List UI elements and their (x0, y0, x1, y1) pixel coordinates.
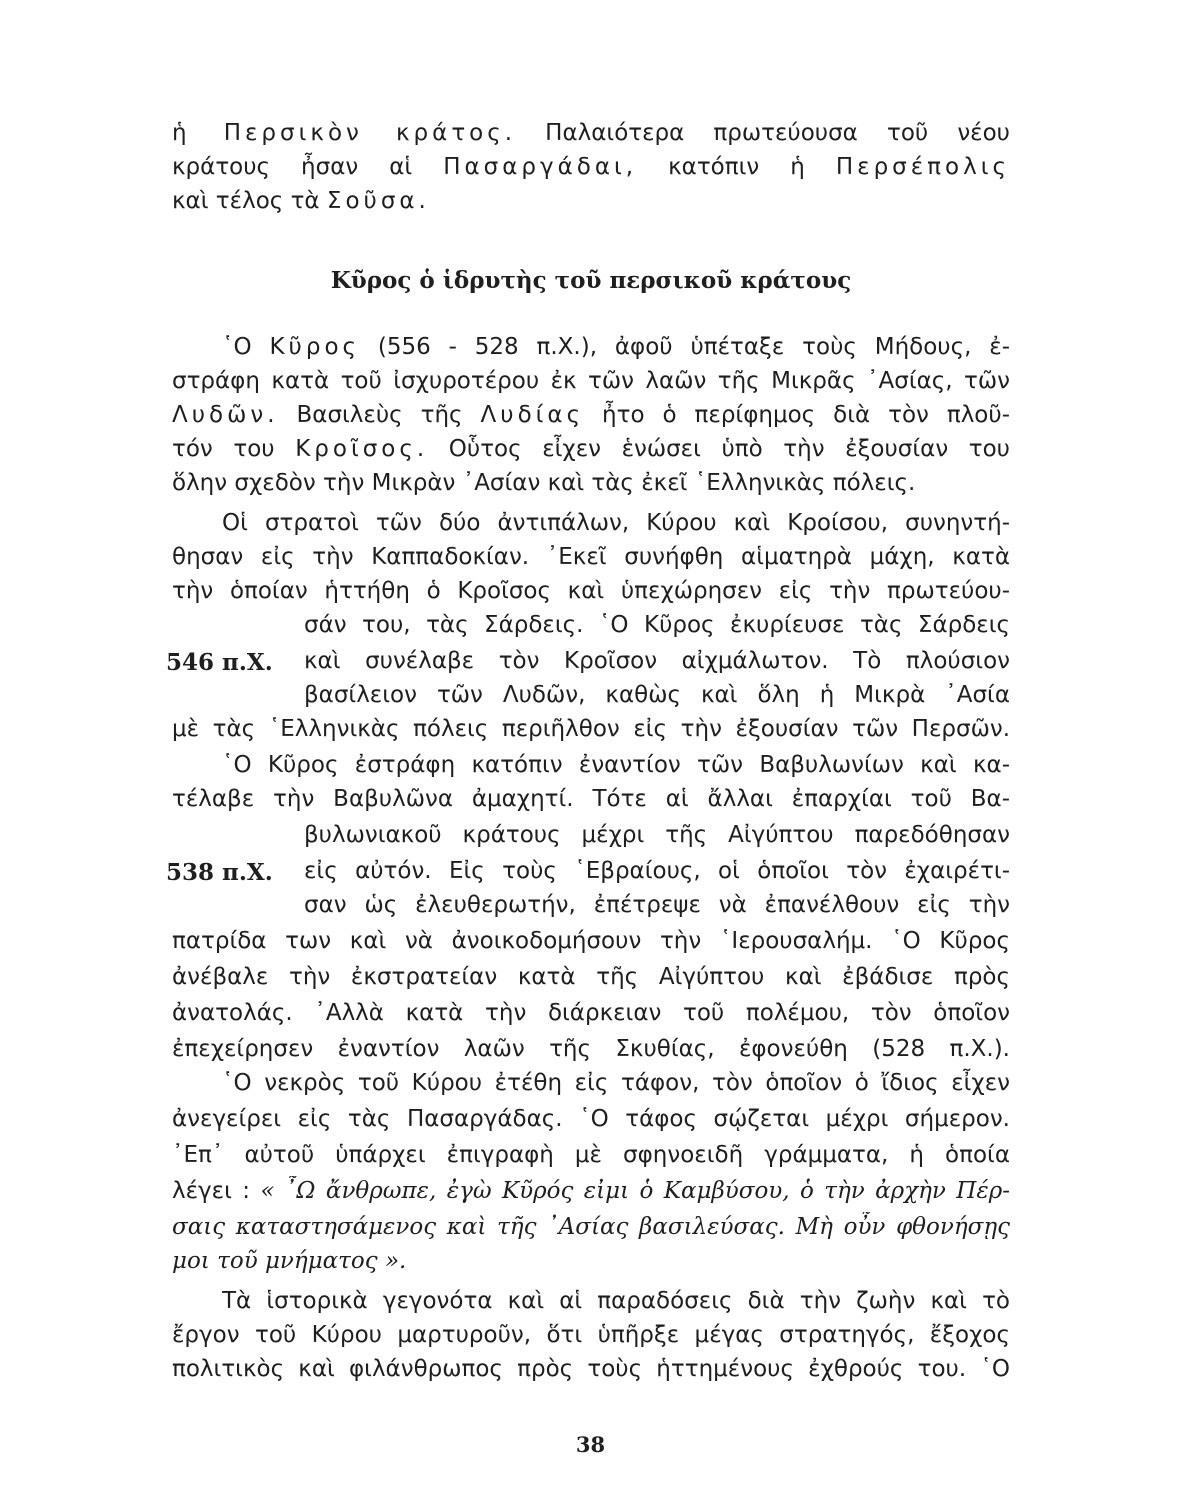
p3-line-9: ἐπεχείρησεν ἐναντίον λαῶν τῆς Σκυθίας, ἐφονεύθη (528 π.Χ.). (172, 1036, 1010, 1062)
p1-line-3: Λυδῶν. Βασιλεὺς τῆς Λυδίας ἦτο ὁ περίφημος διὰ τὸν πλοῦ- (172, 402, 1010, 428)
p3-line-2: τέλαβε τὴν Βαβυλῶνα ἀμαχητί. Τότε αἱ ἄλλαι ἐπαρχίαι τοῦ Βα- (172, 786, 1010, 812)
p2-line-3: τὴν ὁποίαν ἡττήθη ὁ Κροῖσος καὶ ὑπεχώρησεν εἰς τὴν πρωτεύου- (172, 578, 1010, 604)
p1-line-5: ὅλην σχεδὸν τὴν Μικρὰν ᾿Ασίαν καὶ τὰς ἐκεῖ ῾Ελληνικὰς πόλεις. (172, 470, 916, 496)
p4-line-2: ἀνεγείρει εἰς τὰς Πασαργάδας. ῾Ο τάφος σῴζεται μέχρι σήμερον. (172, 1106, 1010, 1132)
p2-line-2: θησαν εἰς τὴν Καππαδοκίαν. ᾿Εκεῖ συνήφθη αἱματηρὰ μάχη, κατὰ (172, 544, 1010, 570)
p2-line-4: σάν του, τὰς Σάρδεις. ῾Ο Κῦρος ἐκυρίευσε τὰς Σάρδεις (304, 612, 1010, 638)
p3-line-7: ἀνέβαλε τὴν ἐκστρατείαν κατὰ τῆς Αἰγύπτου καὶ ἐβάδισε πρὸς (172, 964, 1010, 990)
p1-line-4: τόν του Κροῖσος. Οὗτος εἶχεν ἑνώσει ὑπὸ τὴν ἐξουσίαν του (172, 436, 1010, 462)
p2-line-5: καὶ συνέλαβε τὸν Κροῖσον αἰχμάλωτον. Τὸ πλούσιον (304, 648, 1010, 674)
p3-line-6: πατρίδα των καὶ νὰ ἀνοικοδομήσουν τὴν ῾Ιερουσαλήμ. ῾Ο Κῦρος (172, 928, 1010, 954)
p2-line-7: μὲ τὰς ῾Ελληνικὰς πόλεις περιῆλθον εἰς τὴν ἐξουσίαν τῶν Περσῶν. (172, 716, 1010, 742)
intro-line-1: ἡ Περσικὸν κράτος. Παλαιότερα πρωτεύουσα τοῦ νέου (172, 120, 1010, 146)
margin-date-546: 546 π.Χ. (166, 649, 273, 676)
p4-line-1: ῾Ο νεκρὸς τοῦ Κύρου ἐτέθη εἰς τάφον, τὸν ὁποῖον ὁ ἴδιος εἶχεν (222, 1070, 1010, 1096)
p4-line-5: σαις καταστησάμενος καὶ τῆς ᾿Ασίας βασιλεύσας. Μὴ οὖν φθονήσῃς (172, 1214, 1010, 1240)
intro-line-2: κράτους ἦσαν αἱ Πασαργάδαι, κατόπιν ἡ Περσέπολις (172, 154, 1010, 180)
p2-line-1: Οἱ στρατοὶ τῶν δύο ἀντιπάλων, Κύρου καὶ Κροίσου, συνηντή- (222, 510, 1010, 536)
intro-line-3: καὶ τέλος τὰ Σοῦσα. (172, 188, 430, 214)
p1-line-2: στράφη κατὰ τοῦ ἰσχυροτέρου ἐκ τῶν λαῶν τῆς Μικρᾶς ᾿Ασίας, τῶν (172, 368, 1010, 394)
p3-line-8: ἀνατολάς. ᾿Αλλὰ κατὰ τὴν διάρκειαν τοῦ πολέμου, τὸν ὁποῖον (172, 1000, 1010, 1026)
p3-line-1: ῾Ο Κῦρος ἐστράφη κατόπιν ἐναντίον τῶν Βαβυλωνίων καὶ κα- (222, 752, 1010, 778)
p3-line-3: βυλωνιακοῦ κράτους μέχρι τῆς Αἰγύπτου παρεδόθησαν (304, 822, 1010, 848)
p2-line-6: βασίλειον τῶν Λυδῶν, καθὼς καὶ ὅλη ἡ Μικρὰ ᾿Ασία (304, 682, 1010, 708)
p4-line-3: ᾿Επ᾿ αὐτοῦ ὑπάρχει ἐπιγραφὴ μὲ σφηνοειδῆ γράμματα, ἡ ὁποία (172, 1142, 1010, 1168)
p4-line-6: μοι τοῦ μνήματος ». (172, 1248, 407, 1274)
p1-line-1: ῾Ο Κῦρος (556 - 528 π.Χ.), ἀφοῦ ὑπέταξε τοὺς Μήδους, ἐ- (222, 334, 1010, 360)
p5-line-2: ἔργον τοῦ Κύρου μαρτυροῦν, ὅτι ὑπῆρξε μέγας στρατηγός, ἔξοχος (172, 1322, 1010, 1348)
p3-line-5: σαν ὡς ἐλευθερωτήν, ἐπέτρεψε νὰ ἐπανέλθουν εἰς τὴν (304, 892, 1010, 918)
p5-line-1: Τὰ ἱστορικὰ γεγονότα καὶ αἱ παραδόσεις διὰ τὴν ζωὴν καὶ τὸ (222, 1288, 1010, 1314)
p3-line-4: εἰς αὐτόν. Εἰς τοὺς ῾Εβραίους, οἱ ὁποῖοι τὸν ἐχαιρέτι- (304, 858, 1010, 884)
p5-line-3: πολιτικὸς καὶ φιλάνθρωπος πρὸς τοὺς ἡττημένους ἐχθρούς του. ῾Ο (172, 1356, 1010, 1382)
page-number: 38 (575, 1432, 606, 1457)
p4-line-4: λέγει : « ῏Ω ἄνθρωπε, ἐγὼ Κῦρός εἰμι ὁ Καμβύσου, ὁ τὴν ἀρχὴν Πέρ- (172, 1178, 1010, 1204)
margin-date-538: 538 π.Χ. (166, 859, 273, 886)
section-title: Κῦρος ὁ ἱδρυτὴς τοῦ περσικοῦ κράτους (330, 267, 852, 294)
